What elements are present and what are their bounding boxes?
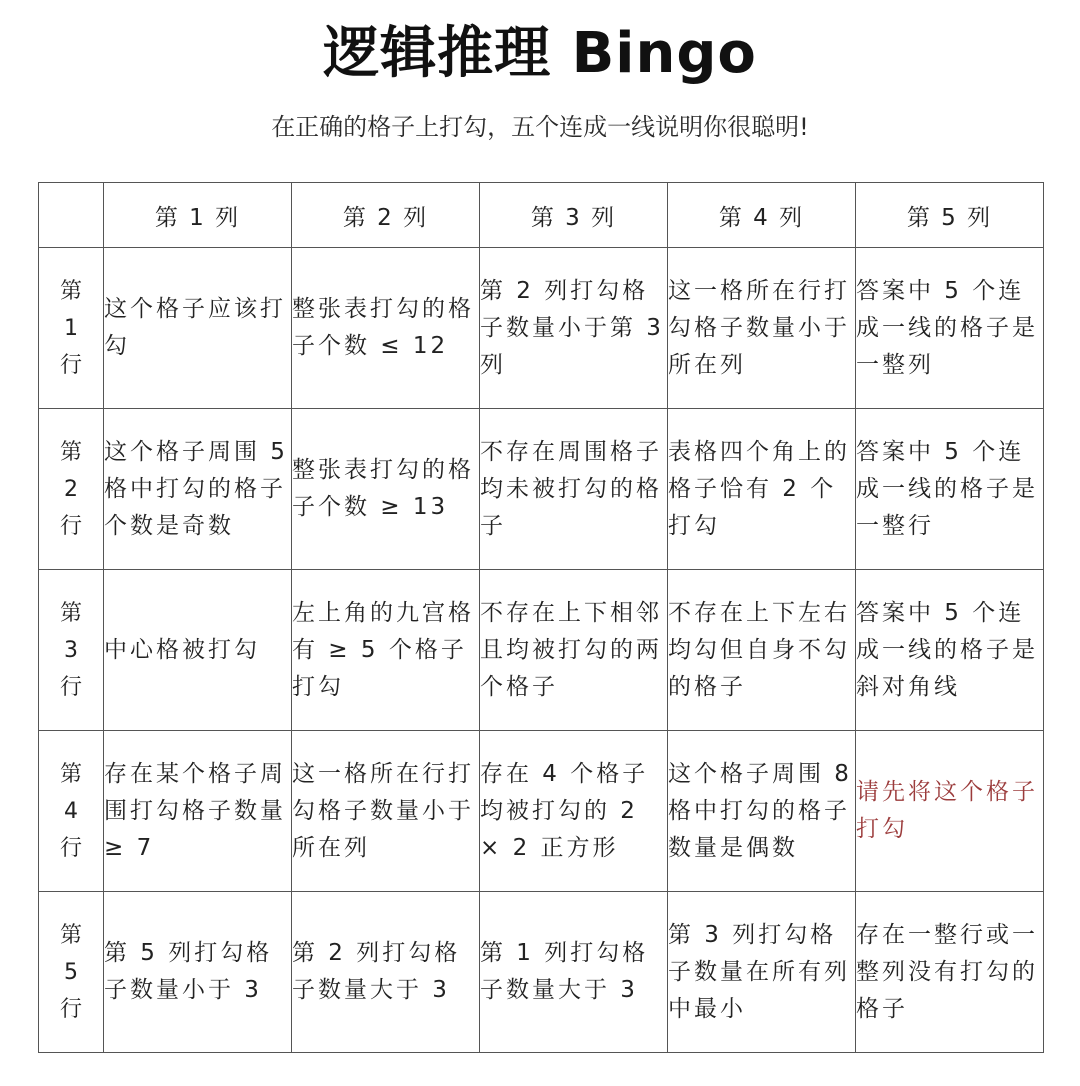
grid-row-4 (39, 731, 1044, 892)
bingo-cell-r4-c5[interactable]: 请先将这个格子打勾 (856, 731, 1044, 892)
column-header-5: 第 5 列 (856, 183, 1044, 248)
grid-row-1 (39, 248, 1044, 409)
bingo-cell-r2-c4[interactable]: 表格四个角上的格子恰有 2 个打勾 (668, 409, 856, 570)
row-header-4 (39, 731, 104, 892)
bingo-cell-r3-c4[interactable]: 不存在上下左右均勾但自身不勾的格子 (668, 570, 856, 731)
bingo-cell-r2-c2[interactable]: 整张表打勾的格子个数 ≥ 13 (292, 409, 480, 570)
grid-row-3 (39, 570, 1044, 731)
bingo-cell-r1-c2[interactable]: 整张表打勾的格子个数 ≤ 12 (292, 248, 480, 409)
bingo-cell-r3-c1[interactable]: 中心格被打勾 (104, 570, 292, 731)
row-header-3 (39, 570, 104, 731)
bingo-cell-r2-c1[interactable]: 这个格子周围 5 格中打勾的格子个数是奇数 (104, 409, 292, 570)
bingo-cell-r4-c1[interactable]: 存在某个格子周围打勾格子数量 ≥ 7 (104, 731, 292, 892)
bingo-cell-r4-c4[interactable]: 这个格子周围 8 格中打勾的格子数量是偶数 (668, 731, 856, 892)
page-subtitle: 在正确的格子上打勾，五个连成一线说明你很聪明! (271, 113, 809, 141)
bingo-cell-r2-c5[interactable]: 答案中 5 个连成一线的格子是一整行 (856, 409, 1044, 570)
bingo-cell-r5-c2[interactable]: 第 2 列打勾格子数量大于 3 (292, 892, 480, 1053)
bingo-cell-r1-c1[interactable]: 这个格子应该打勾 (104, 248, 292, 409)
row-header-label: 第1行 (59, 278, 82, 378)
bingo-grid (38, 182, 1044, 1053)
column-header-3: 第 3 列 (480, 183, 668, 248)
bingo-cell-r5-c5[interactable]: 存在一整行或一整列没有打勾的格子 (856, 892, 1044, 1053)
bingo-cell-r2-c3[interactable]: 不存在周围格子均未被打勾的格子 (480, 409, 668, 570)
bingo-cell-r3-c3[interactable]: 不存在上下相邻且均被打勾的两个格子 (480, 570, 668, 731)
column-header-4: 第 4 列 (668, 183, 856, 248)
row-header-5 (39, 892, 104, 1053)
page-title: 逻辑推理 Bingo (323, 21, 757, 86)
row-header-label: 第4行 (59, 761, 82, 861)
bingo-cell-r3-c5[interactable]: 答案中 5 个连成一线的格子是斜对角线 (856, 570, 1044, 731)
row-header-label: 第2行 (59, 439, 82, 539)
bingo-cell-r5-c3[interactable]: 第 1 列打勾格子数量大于 3 (480, 892, 668, 1053)
row-header-2 (39, 409, 104, 570)
column-header-2: 第 2 列 (292, 183, 480, 248)
bingo-cell-r4-c3[interactable]: 存在 4 个格子均被打勾的 2 × 2 正方形 (480, 731, 668, 892)
grid-row-2 (39, 409, 1044, 570)
bingo-cell-r1-c4[interactable]: 这一格所在行打勾格子数量小于所在列 (668, 248, 856, 409)
bingo-cell-r5-c4[interactable]: 第 3 列打勾格子数量在所有列中最小 (668, 892, 856, 1053)
bingo-cell-r5-c1[interactable]: 第 5 列打勾格子数量小于 3 (104, 892, 292, 1053)
column-header-row (39, 183, 1044, 248)
grid-row-5 (39, 892, 1044, 1053)
row-header-label: 第5行 (59, 922, 82, 1022)
bingo-cell-r1-c3[interactable]: 第 2 列打勾格子数量小于第 3 列 (480, 248, 668, 409)
bingo-cell-r4-c2[interactable]: 这一格所在行打勾格子数量小于所在列 (292, 731, 480, 892)
column-header-1: 第 1 列 (104, 183, 292, 248)
bingo-cell-r1-c5[interactable]: 答案中 5 个连成一线的格子是一整列 (856, 248, 1044, 409)
row-header-1 (39, 248, 104, 409)
corner-cell (39, 183, 104, 248)
bingo-cell-r3-c2[interactable]: 左上角的九宫格有 ≥ 5 个格子打勾 (292, 570, 480, 731)
row-header-label: 第3行 (59, 600, 82, 700)
